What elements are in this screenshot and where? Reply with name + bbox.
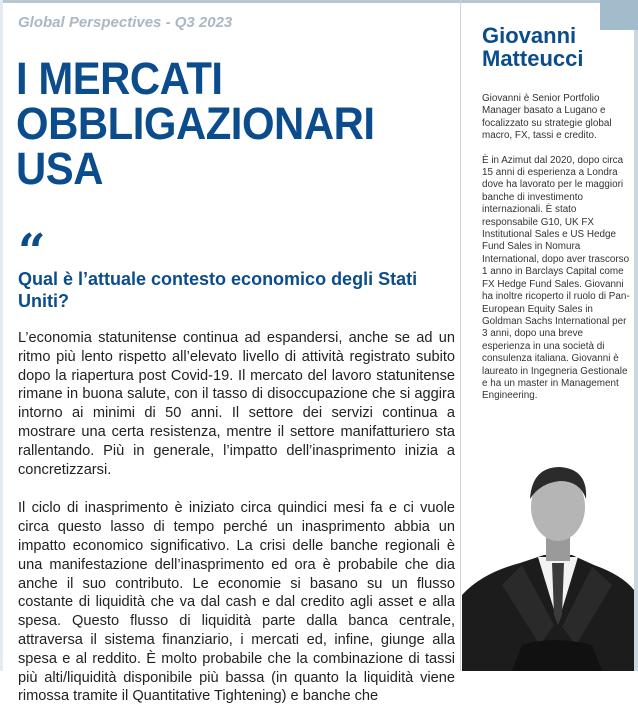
author-name [482,24,583,70]
right-border [634,30,638,671]
corner-block [600,0,638,30]
bio-paragraph: Giovanni è Senior Portfolio Manager basato a Lugano e focalizzato su strategie global macro, FX, tassi e credito. [482,93,612,142]
article-body [18,329,455,726]
paragraph: Il ciclo di inasprimento è iniziato circa quindici mesi fa e ci vuole circa questo lasso di tempo perché un inasprimento abbia un impatto economico significativo. La crisi delle banche regionali è una manifestazione dell’inasprimento ed ora è probabile che dia anche il suo contributo. Le economie si basano su un flusso costante di liquidità che va dal cash e dal credito agli asset e alla spesa. Questo flusso di liquidità parte dalla banca centrale, attraversa il sistema finanziario, i mercati ed, infine, giunge alla spesa e al reddito. È molto probabile che la combinazione di tassi più alti/liquidità disponibile più bassa (in quanto la liquidità viene rimossa tramite il Quantitative Tightening) e banche che [18,500,455,705]
paragraph: L’economia statunitense continua ad espandersi, anche se ad un ritmo più lento rispetto all’elevato livello di attività registrato subito dopo la riapertura post Covid-19. Il mercato del lavoro statunitense rimane in buona salute, con il tasso di disoccupazione che si aggira intorno ai minimi di 50 anni. Il settore dei servizi continua a mostrare una certa resistenza, mentre il settore manifatturiero sta rallentando. Più in generale, l’impatto dell’inasprimento inizia a concretizzarsi. [18,330,455,478]
column-divider [460,0,461,671]
author-bio [482,93,630,415]
title-line: OBBLIGAZIONARI [16,98,375,149]
title-line: I MERCATI [16,53,223,104]
section-question: Qual è l’attuale contesto economico degli Stati Uniti? [18,269,418,311]
author-photo [462,445,634,671]
top-border [0,0,638,3]
author-last-name: Matteucci [482,46,584,71]
publication-kicker: Global Perspectives - Q3 2023 [18,14,233,31]
quote-mark-icon: “ [18,224,46,280]
title-line: USA [16,143,103,194]
bio-paragraph: È in Azimut dal 2020, dopo circa 15 anni di esperienza a Londra dove ha lavorato per le maggiori banche di investimento internazionali. È stato responsabile G10, UK FX Institutional Sales e US Hedge Fund Sales in Nomura International, dopo aver trascorso 1 anno in Barclays Capital come FX Hedge Fund Sales. Giovanni ha inoltre ricoperto il ruolo di Pan-European Equity Sales in Goldman Sachs International per 3 anni, dopo una breve esperienza in una società di consulenza italiana. Giovanni è laureato in Ingegneria Gestionale e ha un master in Management Engineering. [482,154,630,402]
page-title [16,53,375,194]
left-border [0,0,3,671]
author-first-name: Giovanni [482,23,577,48]
